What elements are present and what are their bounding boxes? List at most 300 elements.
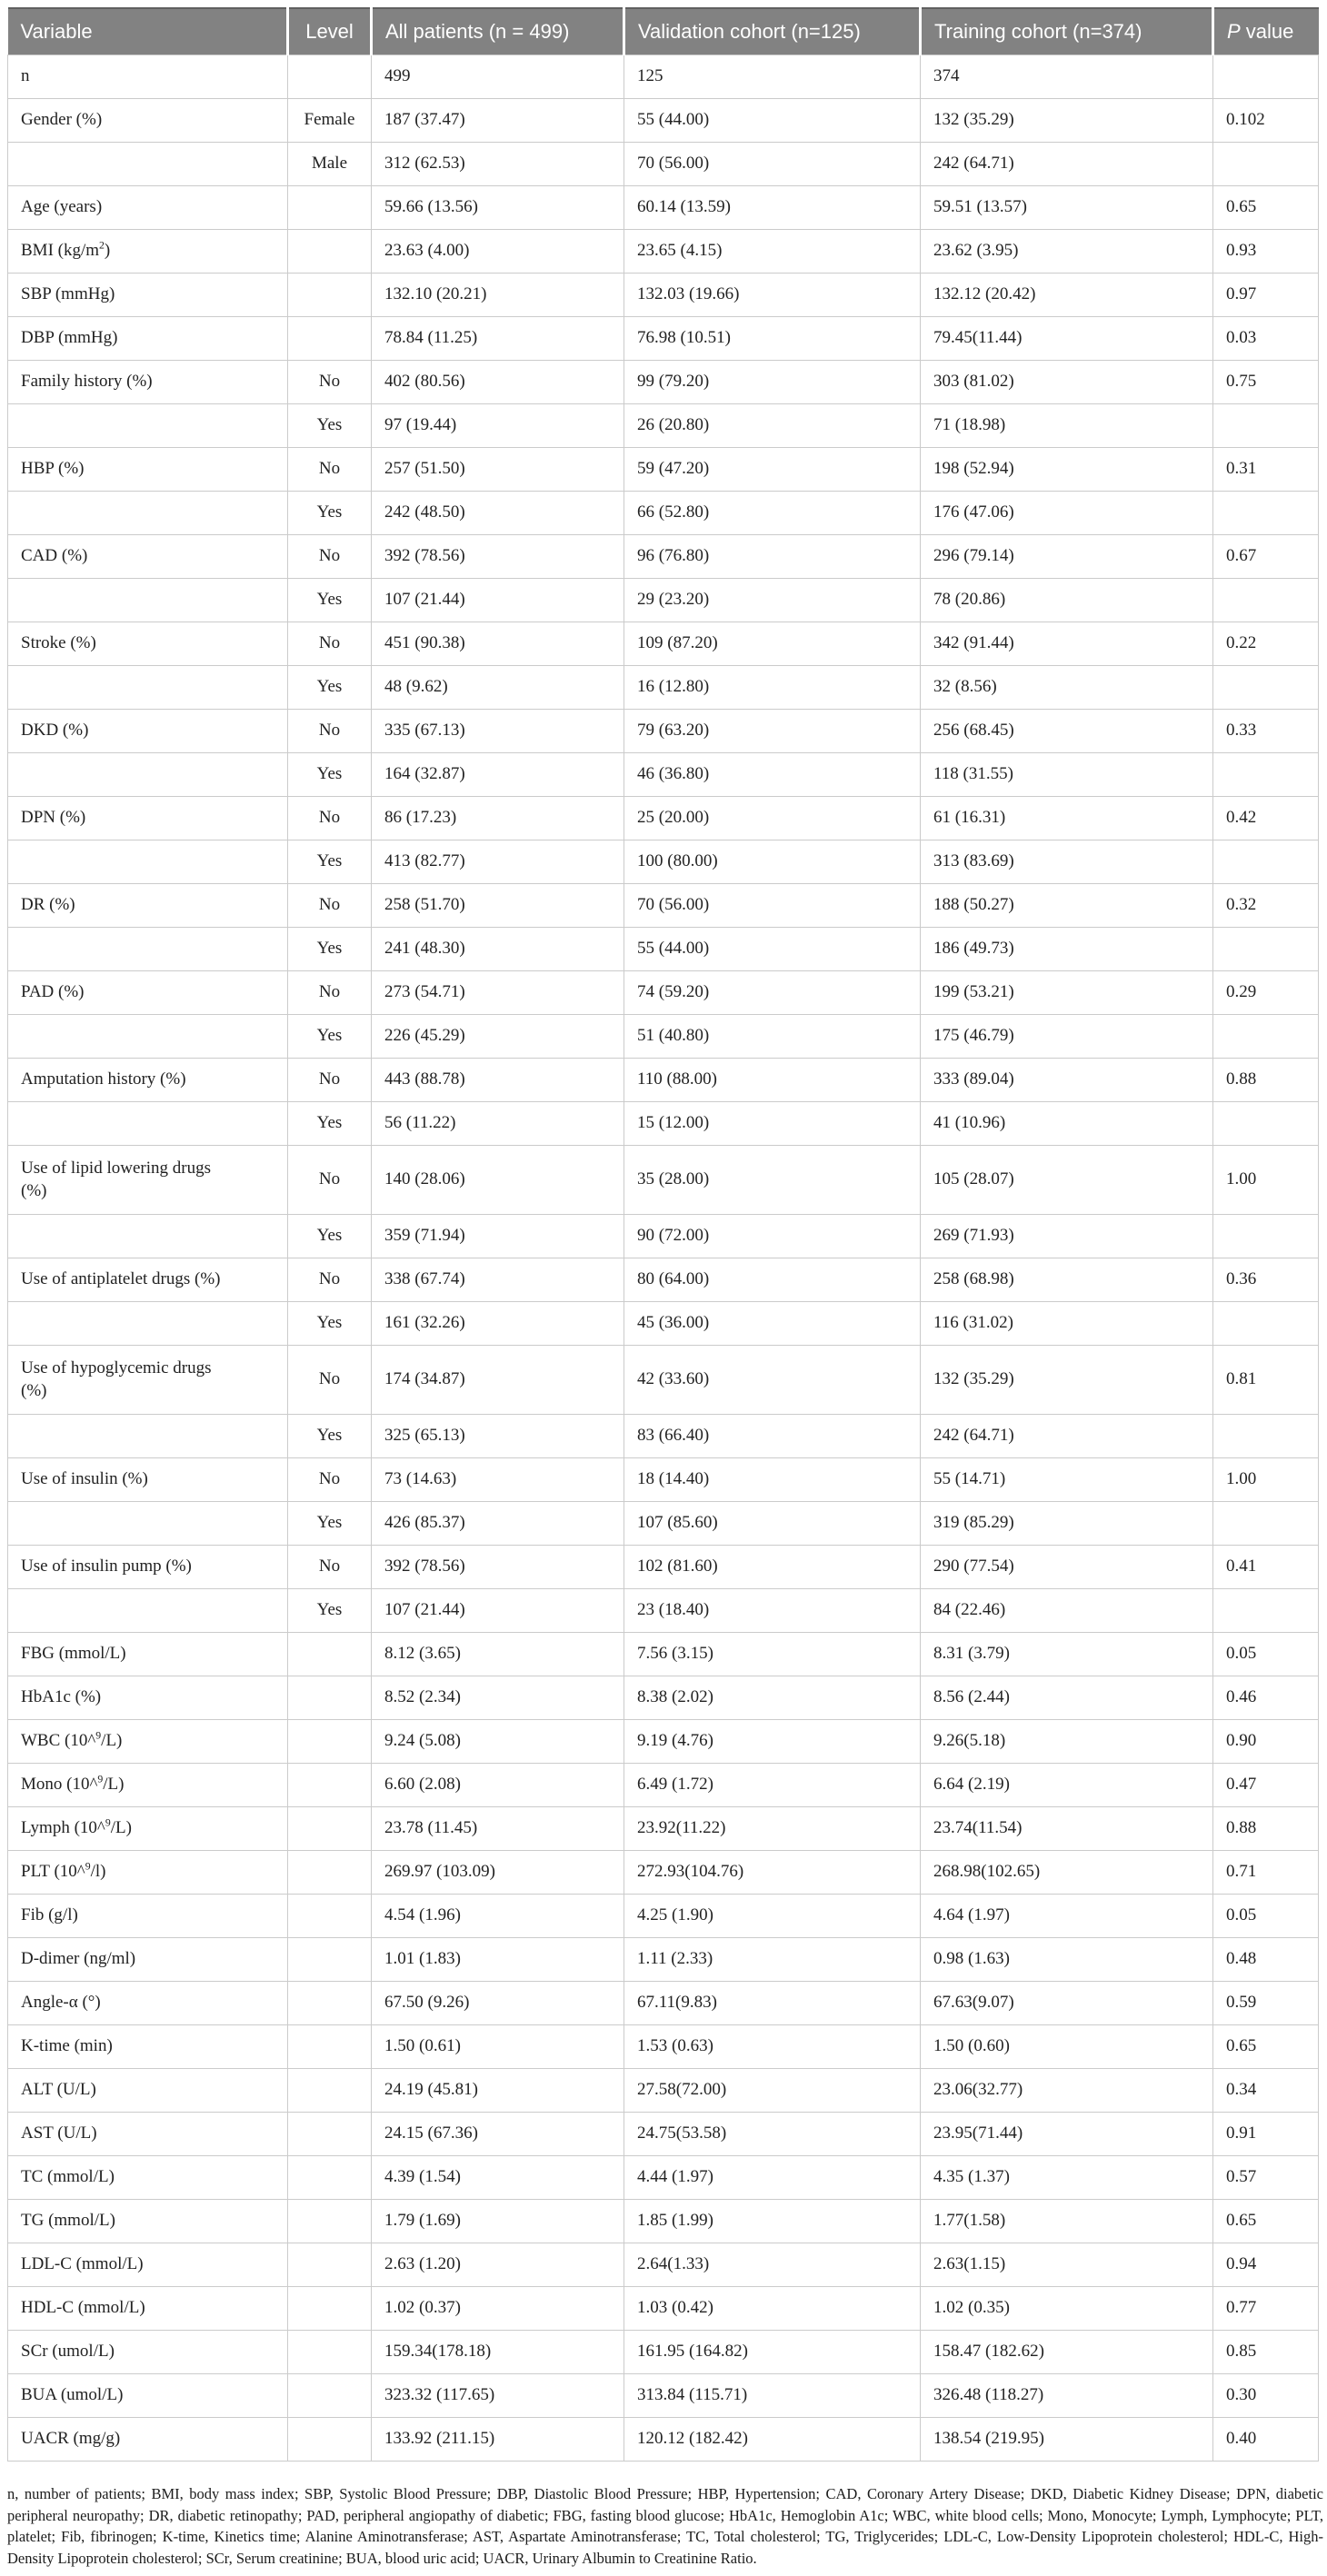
cell-variable: CAD (%) — [8, 535, 288, 579]
cell-variable — [8, 404, 288, 448]
cell-p: 0.59 — [1213, 1982, 1319, 2025]
cell-validation: 2.64(1.33) — [624, 2243, 921, 2287]
cell-validation: 23.92(11.22) — [624, 1807, 921, 1851]
table-row — [8, 404, 1319, 448]
cell-all: 161 (32.26) — [372, 1302, 624, 1346]
cell-p: 0.42 — [1213, 797, 1319, 840]
cell-variable: WBC (10^$^9$/L) — [8, 1720, 288, 1764]
cell-variable: TG (mmol/L) — [8, 2200, 288, 2243]
cell-training: 23.74(11.54) — [921, 1807, 1213, 1851]
table-row — [8, 2243, 1319, 2287]
table-body — [8, 55, 1319, 2462]
cell-variable — [8, 492, 288, 535]
cell-p — [1213, 143, 1319, 186]
cell-p: 0.48 — [1213, 1938, 1319, 1982]
table-row — [8, 2331, 1319, 2374]
cell-training: 6.64 (2.19) — [921, 1764, 1213, 1807]
cell-validation: 79 (63.20) — [624, 710, 921, 753]
cell-p: 0.65 — [1213, 186, 1319, 230]
cell-validation: 25 (20.00) — [624, 797, 921, 840]
cell-p: 0.75 — [1213, 361, 1319, 404]
cell-all: 8.52 (2.34) — [372, 1676, 624, 1720]
cell-validation: 15 (12.00) — [624, 1102, 921, 1146]
cell-variable: TC (mmol/L) — [8, 2156, 288, 2200]
cell-variable: Angle-α (°) — [8, 1982, 288, 2025]
cell-training: 138.54 (219.95) — [921, 2418, 1213, 2462]
cell-validation: 1.03 (0.42) — [624, 2287, 921, 2331]
cell-training: 333 (89.04) — [921, 1059, 1213, 1102]
table-row — [8, 622, 1319, 666]
cell-level — [288, 2069, 372, 2113]
cell-p: 1.00 — [1213, 1146, 1319, 1215]
cell-training: 176 (47.06) — [921, 492, 1213, 535]
cell-all: 241 (48.30) — [372, 928, 624, 971]
column-header-training: Training cohort (n=374) — [921, 8, 1213, 55]
cell-variable: LDL-C (mmol/L) — [8, 2243, 288, 2287]
cell-level — [288, 230, 372, 274]
cell-variable: Amputation history (%) — [8, 1059, 288, 1102]
cell-all: 1.02 (0.37) — [372, 2287, 624, 2331]
cell-level: No — [288, 1458, 372, 1502]
cell-p: 0.36 — [1213, 1258, 1319, 1302]
cell-level: No — [288, 1146, 372, 1215]
cell-training: 23.62 (3.95) — [921, 230, 1213, 274]
cell-all: 269.97 (103.09) — [372, 1851, 624, 1895]
table-row — [8, 884, 1319, 928]
cell-level: No — [288, 1346, 372, 1415]
column-header-variable: Variable — [8, 8, 288, 55]
cell-all: 242 (48.50) — [372, 492, 624, 535]
cell-variable: Use of lipid lowering drugs (%) — [8, 1146, 288, 1215]
cell-level — [288, 2331, 372, 2374]
cell-level: Yes — [288, 1502, 372, 1546]
cell-p: 0.22 — [1213, 622, 1319, 666]
cell-variable: DKD (%) — [8, 710, 288, 753]
cell-variable: HDL-C (mmol/L) — [8, 2287, 288, 2331]
table-row — [8, 317, 1319, 361]
cell-validation: 23.65 (4.15) — [624, 230, 921, 274]
cell-all: 392 (78.56) — [372, 535, 624, 579]
cell-validation: 66 (52.80) — [624, 492, 921, 535]
cell-p — [1213, 404, 1319, 448]
cell-validation: 96 (76.80) — [624, 535, 921, 579]
table-row — [8, 448, 1319, 492]
cell-level — [288, 274, 372, 317]
cell-level — [288, 1938, 372, 1982]
cell-p: 0.47 — [1213, 1764, 1319, 1807]
table-row — [8, 361, 1319, 404]
cell-validation: 45 (36.00) — [624, 1302, 921, 1346]
table-row — [8, 1633, 1319, 1676]
table-row — [8, 1589, 1319, 1633]
cell-variable: DBP (mmHg) — [8, 317, 288, 361]
cell-training: 374 — [921, 55, 1213, 99]
cell-p — [1213, 1102, 1319, 1146]
table-row — [8, 2418, 1319, 2462]
cell-p: 0.46 — [1213, 1676, 1319, 1720]
cell-training: 41 (10.96) — [921, 1102, 1213, 1146]
cell-validation: 1.53 (0.63) — [624, 2025, 921, 2069]
cell-training: 84 (22.46) — [921, 1589, 1213, 1633]
cell-all: 359 (71.94) — [372, 1215, 624, 1258]
cell-variable — [8, 1415, 288, 1458]
cell-all: 1.50 (0.61) — [372, 2025, 624, 2069]
cell-level: No — [288, 448, 372, 492]
cell-p: 0.29 — [1213, 971, 1319, 1015]
cell-all: 323.32 (117.65) — [372, 2374, 624, 2418]
cell-variable — [8, 1102, 288, 1146]
cell-validation: 125 — [624, 55, 921, 99]
cell-p — [1213, 928, 1319, 971]
cell-validation: 67.11(9.83) — [624, 1982, 921, 2025]
cell-training: 313 (83.69) — [921, 840, 1213, 884]
cell-variable — [8, 143, 288, 186]
table-row — [8, 1938, 1319, 1982]
cell-level: No — [288, 797, 372, 840]
column-header-validation: Validation cohort (n=125) — [624, 8, 921, 55]
cell-p — [1213, 666, 1319, 710]
table-row — [8, 2287, 1319, 2331]
cell-validation: 90 (72.00) — [624, 1215, 921, 1258]
cell-p — [1213, 840, 1319, 884]
cell-p: 0.32 — [1213, 884, 1319, 928]
table-row — [8, 1895, 1319, 1938]
cell-variable — [8, 666, 288, 710]
cell-validation: 1.85 (1.99) — [624, 2200, 921, 2243]
cell-level — [288, 2156, 372, 2200]
cell-p: 0.65 — [1213, 2200, 1319, 2243]
cell-variable: BUA (umol/L) — [8, 2374, 288, 2418]
cell-variable: Use of insulin (%) — [8, 1458, 288, 1502]
cell-all: 78.84 (11.25) — [372, 317, 624, 361]
cell-variable: DR (%) — [8, 884, 288, 928]
cell-all: 4.54 (1.96) — [372, 1895, 624, 1938]
cell-p: 0.102 — [1213, 99, 1319, 143]
cell-validation: 132.03 (19.66) — [624, 274, 921, 317]
cell-level — [288, 2113, 372, 2156]
table-row — [8, 230, 1319, 274]
cell-variable: SCr (umol/L) — [8, 2331, 288, 2374]
cell-level: No — [288, 710, 372, 753]
table-row — [8, 1720, 1319, 1764]
cell-level — [288, 2418, 372, 2462]
cell-validation: 80 (64.00) — [624, 1258, 921, 1302]
cell-training: 342 (91.44) — [921, 622, 1213, 666]
cell-p — [1213, 579, 1319, 622]
cell-training: 319 (85.29) — [921, 1502, 1213, 1546]
table-row — [8, 2113, 1319, 2156]
table-row — [8, 1258, 1319, 1302]
cell-training: 32 (8.56) — [921, 666, 1213, 710]
cell-validation: 27.58(72.00) — [624, 2069, 921, 2113]
cell-training: 256 (68.45) — [921, 710, 1213, 753]
cell-all: 24.15 (67.36) — [372, 2113, 624, 2156]
table-row — [8, 1502, 1319, 1546]
cell-variable: Use of antiplatelet drugs (%) — [8, 1258, 288, 1302]
cell-training: 8.31 (3.79) — [921, 1633, 1213, 1676]
cell-variable: n — [8, 55, 288, 99]
cell-p — [1213, 753, 1319, 797]
cell-variable — [8, 928, 288, 971]
cell-all: 257 (51.50) — [372, 448, 624, 492]
cell-all: 132.10 (20.21) — [372, 274, 624, 317]
cell-training: 2.63(1.15) — [921, 2243, 1213, 2287]
cell-p — [1213, 55, 1319, 99]
table-row — [8, 186, 1319, 230]
table-row — [8, 1676, 1319, 1720]
cell-validation: 42 (33.60) — [624, 1346, 921, 1415]
cell-all: 226 (45.29) — [372, 1015, 624, 1059]
table-row — [8, 1982, 1319, 2025]
table-row — [8, 143, 1319, 186]
cell-training: 242 (64.71) — [921, 1415, 1213, 1458]
cell-validation: 55 (44.00) — [624, 928, 921, 971]
cell-training: 71 (18.98) — [921, 404, 1213, 448]
cell-p: 0.71 — [1213, 1851, 1319, 1895]
cell-all: 258 (51.70) — [372, 884, 624, 928]
cell-p: 0.05 — [1213, 1633, 1319, 1676]
cell-variable — [8, 1502, 288, 1546]
cell-training: 158.47 (182.62) — [921, 2331, 1213, 2374]
cell-level: Yes — [288, 1102, 372, 1146]
cell-level: No — [288, 1258, 372, 1302]
cell-training: 268.98(102.65) — [921, 1851, 1213, 1895]
cell-training: 118 (31.55) — [921, 753, 1213, 797]
cell-validation: 100 (80.00) — [624, 840, 921, 884]
cell-level: Yes — [288, 492, 372, 535]
cell-p: 0.91 — [1213, 2113, 1319, 2156]
table-row — [8, 753, 1319, 797]
cell-variable: ALT (U/L) — [8, 2069, 288, 2113]
cell-all: 9.24 (5.08) — [372, 1720, 624, 1764]
cell-validation: 4.44 (1.97) — [624, 2156, 921, 2200]
cell-all: 164 (32.87) — [372, 753, 624, 797]
cell-variable: HBP (%) — [8, 448, 288, 492]
cell-p: 0.94 — [1213, 2243, 1319, 2287]
table-row — [8, 55, 1319, 99]
table-row — [8, 2069, 1319, 2113]
table-row — [8, 1102, 1319, 1146]
cell-variable: BMI $(kg/m^2)$ — [8, 230, 288, 274]
column-header-p: P value — [1213, 8, 1319, 55]
cell-all: 48 (9.62) — [372, 666, 624, 710]
cell-validation: 1.11 (2.33) — [624, 1938, 921, 1982]
cell-variable: UACR (mg/g) — [8, 2418, 288, 2462]
table-row — [8, 579, 1319, 622]
cell-all: 187 (37.47) — [372, 99, 624, 143]
cell-level: Yes — [288, 840, 372, 884]
cell-variable: HbA1c (%) — [8, 1676, 288, 1720]
cell-p — [1213, 492, 1319, 535]
cell-all: 413 (82.77) — [372, 840, 624, 884]
table-row — [8, 1146, 1319, 1215]
cell-p — [1213, 1015, 1319, 1059]
cell-training: 1.50 (0.60) — [921, 2025, 1213, 2069]
cell-level: Yes — [288, 666, 372, 710]
cell-validation: 55 (44.00) — [624, 99, 921, 143]
table-row — [8, 928, 1319, 971]
cell-all: 1.79 (1.69) — [372, 2200, 624, 2243]
table-row — [8, 2200, 1319, 2243]
cell-all: 451 (90.38) — [372, 622, 624, 666]
cell-training: 23.95(71.44) — [921, 2113, 1213, 2156]
cell-variable: Use of insulin pump (%) — [8, 1546, 288, 1589]
cell-all: 107 (21.44) — [372, 579, 624, 622]
cell-validation: 60.14 (13.59) — [624, 186, 921, 230]
cell-training: 9.26(5.18) — [921, 1720, 1213, 1764]
cell-validation: 161.95 (164.82) — [624, 2331, 921, 2374]
cell-p — [1213, 1589, 1319, 1633]
cell-level — [288, 1895, 372, 1938]
table-row — [8, 1546, 1319, 1589]
cell-level: Female — [288, 99, 372, 143]
cell-all: 24.19 (45.81) — [372, 2069, 624, 2113]
cell-p: 0.33 — [1213, 710, 1319, 753]
cell-validation: 9.19 (4.76) — [624, 1720, 921, 1764]
cell-training: 175 (46.79) — [921, 1015, 1213, 1059]
cell-level — [288, 186, 372, 230]
cell-p: 0.03 — [1213, 317, 1319, 361]
cell-p: 1.00 — [1213, 1458, 1319, 1502]
cell-all: 392 (78.56) — [372, 1546, 624, 1589]
cell-all: 338 (67.74) — [372, 1258, 624, 1302]
cell-p: 0.97 — [1213, 274, 1319, 317]
cell-all: 86 (17.23) — [372, 797, 624, 840]
cell-variable — [8, 840, 288, 884]
cell-variable: Age (years) — [8, 186, 288, 230]
cell-variable: Lymph (10^$^9$/L) — [8, 1807, 288, 1851]
cell-training: 105 (28.07) — [921, 1146, 1213, 1215]
cell-validation: 70 (56.00) — [624, 143, 921, 186]
table-row — [8, 2025, 1319, 2069]
cell-all: 312 (62.53) — [372, 143, 624, 186]
cell-all: 426 (85.37) — [372, 1502, 624, 1546]
table-row — [8, 1764, 1319, 1807]
cell-variable: DPN (%) — [8, 797, 288, 840]
cell-level — [288, 2025, 372, 2069]
cell-level — [288, 55, 372, 99]
table-row — [8, 1015, 1319, 1059]
cell-training: 199 (53.21) — [921, 971, 1213, 1015]
table-footnote: n, number of patients; BMI, body mass index; SBP, Systolic Blood Pressure; DBP, Diastolic Blood Pressure; HBP, Hypertension; CAD, Coronary Artery Disease; DKD, Diabetic Kidney Disease; DPN, diabetic peripheral neuropathy; DR, diabetic retinopathy; PAD, peripheral angiopathy of diabetic; FBG, fasting blood glucose; HbA1c, Hemoglobin A1c; WBC, white blood cells; Mono, Monocyte; Lymph, Lymphocyte; PLT, platelet; Fib, fibrinogen; K-time, Kinetics time; Alanine Aminotransferase; AST, Aspartate Aminotransferase; TC, Total cholesterol; TG, Triglycerides; LDL-C, Low-Density Lipoprotein cholesterol; HDL-C, High-Density Lipoprotein cholesterol; SCr, Serum creatinine; BUA, blood uric acid; UACR, Urinary Albumin to Creatinine Ratio. — [7, 2485, 1323, 2567]
cell-validation: 102 (81.60) — [624, 1546, 921, 1589]
table-row — [8, 797, 1319, 840]
cell-all: 23.63 (4.00) — [372, 230, 624, 274]
cell-validation: 59 (47.20) — [624, 448, 921, 492]
cell-training: 303 (81.02) — [921, 361, 1213, 404]
cell-validation: 313.84 (115.71) — [624, 2374, 921, 2418]
cell-level: Yes — [288, 753, 372, 797]
baseline-characteristics-table — [7, 7, 1319, 2462]
cell-validation: 18 (14.40) — [624, 1458, 921, 1502]
cell-p: 0.34 — [1213, 2069, 1319, 2113]
cell-level — [288, 2200, 372, 2243]
cell-training: 4.64 (1.97) — [921, 1895, 1213, 1938]
table-row — [8, 1302, 1319, 1346]
cell-validation: 109 (87.20) — [624, 622, 921, 666]
cell-all: 67.50 (9.26) — [372, 1982, 624, 2025]
cell-training: 186 (49.73) — [921, 928, 1213, 971]
cell-level — [288, 317, 372, 361]
cell-variable: K-time (min) — [8, 2025, 288, 2069]
table-row — [8, 274, 1319, 317]
cell-variable — [8, 1589, 288, 1633]
cell-training: 4.35 (1.37) — [921, 2156, 1213, 2200]
table-row — [8, 971, 1319, 1015]
cell-variable: Stroke (%) — [8, 622, 288, 666]
cell-validation: 29 (23.20) — [624, 579, 921, 622]
column-header-all: All patients (n = 499) — [372, 8, 624, 55]
cell-all: 133.92 (211.15) — [372, 2418, 624, 2462]
cell-all: 59.66 (13.56) — [372, 186, 624, 230]
cell-validation: 7.56 (3.15) — [624, 1633, 921, 1676]
cell-validation: 23 (18.40) — [624, 1589, 921, 1633]
cell-training: 23.06(32.77) — [921, 2069, 1213, 2113]
table-row — [8, 1458, 1319, 1502]
cell-level — [288, 1807, 372, 1851]
cell-training: 290 (77.54) — [921, 1546, 1213, 1589]
cell-all: 23.78 (11.45) — [372, 1807, 624, 1851]
cell-level: No — [288, 622, 372, 666]
cell-validation: 8.38 (2.02) — [624, 1676, 921, 1720]
cell-validation: 120.12 (182.42) — [624, 2418, 921, 2462]
cell-level: Yes — [288, 1215, 372, 1258]
cell-validation: 107 (85.60) — [624, 1502, 921, 1546]
cell-variable: PLT (10^$^9$/l) — [8, 1851, 288, 1895]
cell-validation: 74 (59.20) — [624, 971, 921, 1015]
cell-all: 159.34(178.18) — [372, 2331, 624, 2374]
cell-variable: Gender (%) — [8, 99, 288, 143]
cell-level — [288, 1676, 372, 1720]
cell-p: 0.88 — [1213, 1807, 1319, 1851]
cell-training: 1.77(1.58) — [921, 2200, 1213, 2243]
cell-all: 174 (34.87) — [372, 1346, 624, 1415]
table-row — [8, 1415, 1319, 1458]
cell-validation: 35 (28.00) — [624, 1146, 921, 1215]
cell-p: 0.77 — [1213, 2287, 1319, 2331]
cell-validation: 16 (12.80) — [624, 666, 921, 710]
cell-level — [288, 2287, 372, 2331]
cell-p: 0.81 — [1213, 1346, 1319, 1415]
cell-all: 273 (54.71) — [372, 971, 624, 1015]
table-row — [8, 1215, 1319, 1258]
cell-p: 0.41 — [1213, 1546, 1319, 1589]
table-row — [8, 492, 1319, 535]
table-row — [8, 1059, 1319, 1102]
cell-validation: 51 (40.80) — [624, 1015, 921, 1059]
cell-level: Yes — [288, 1589, 372, 1633]
cell-level: Male — [288, 143, 372, 186]
cell-training: 1.02 (0.35) — [921, 2287, 1213, 2331]
cell-training: 67.63(9.07) — [921, 1982, 1213, 2025]
cell-training: 258 (68.98) — [921, 1258, 1213, 1302]
cell-all: 325 (65.13) — [372, 1415, 624, 1458]
cell-variable — [8, 579, 288, 622]
cell-validation: 272.93(104.76) — [624, 1851, 921, 1895]
table-row — [8, 2156, 1319, 2200]
table-row — [8, 840, 1319, 884]
cell-level: Yes — [288, 1415, 372, 1458]
cell-p: 0.88 — [1213, 1059, 1319, 1102]
cell-level: Yes — [288, 404, 372, 448]
cell-p: 0.31 — [1213, 448, 1319, 492]
cell-training: 79.45(11.44) — [921, 317, 1213, 361]
cell-all: 8.12 (3.65) — [372, 1633, 624, 1676]
table-header-row — [8, 8, 1319, 55]
cell-variable: Use of hypoglycemic drugs (%) — [8, 1346, 288, 1415]
cell-level — [288, 1764, 372, 1807]
cell-p: 0.30 — [1213, 2374, 1319, 2418]
